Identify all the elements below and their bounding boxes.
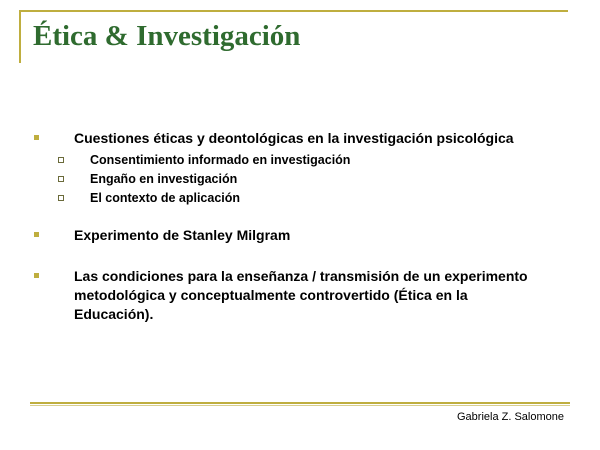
- sub-bullet-item: [32, 190, 567, 206]
- bullet-text: Experimento de Stanley Milgram: [74, 227, 291, 243]
- sub-bullet-text: El contexto de aplicación: [90, 191, 241, 205]
- square-bullet-icon: [34, 135, 39, 140]
- sub-bullet-item: [32, 171, 567, 187]
- bullet-list: [32, 129, 567, 324]
- footer-author: Gabriela Z. Salomone: [457, 411, 564, 423]
- bottom-frame-line-thin: [30, 405, 570, 406]
- bullet-item: [32, 267, 567, 324]
- sub-bullet-text: Consentimiento informado en investigación: [90, 153, 351, 167]
- hollow-square-bullet-icon: [58, 195, 64, 201]
- bullet-item: [32, 129, 567, 147]
- bullet-item: [32, 226, 567, 244]
- left-frame-line: [19, 10, 21, 63]
- top-frame-line: [19, 10, 568, 12]
- bottom-frame-line: [30, 402, 570, 404]
- square-bullet-icon: [34, 232, 39, 237]
- bullet-text: Las condiciones para la enseñanza / transmisión de un experimento metodológica y conceptualmente controvertido (Ética en la Educación).: [74, 268, 528, 322]
- sub-bullet-item: [32, 152, 567, 168]
- bullet-text: Cuestiones éticas y deontológicas en la investigación psicológica: [74, 130, 514, 146]
- slide-title: Ética & Investigación: [33, 20, 301, 52]
- square-bullet-icon: [34, 273, 39, 278]
- hollow-square-bullet-icon: [58, 176, 64, 182]
- hollow-square-bullet-icon: [58, 157, 64, 163]
- sub-bullet-text: Engaño en investigación: [90, 172, 238, 186]
